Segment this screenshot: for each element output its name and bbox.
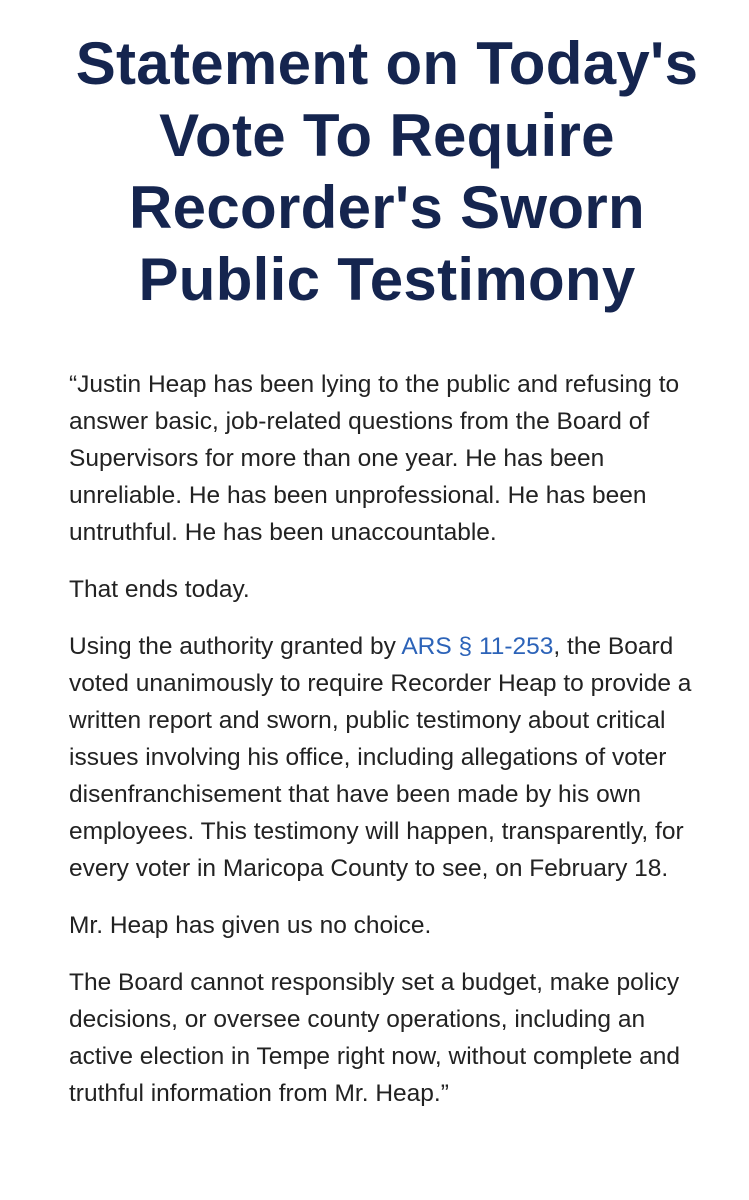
title-line-2: Vote To Require <box>159 102 615 169</box>
page-title <box>47 0 727 316</box>
paragraph-no-choice: Mr. Heap has given us no choice. <box>69 912 432 939</box>
authority-text-before: Using the authority granted by <box>69 633 402 660</box>
title-line-4: Public Testimony <box>138 246 636 313</box>
title-line-1: Statement on Today's <box>75 30 699 97</box>
paragraph-budget: The Board cannot responsibly set a budget, make policy decisions, or oversee county operations, including an active election in Tempe right now, without complete and truthful information from Mr. Heap.” <box>69 969 681 1107</box>
authority-text-after: , the Board voted unanimously to require Recorder Heap to provide a written report and sworn, public testimony about critical issues involving his office, including allegations of voter disenfranchisement that have been made by his own employees. This testimony will happen, transparently, for every voter in Maricopa County to see, on February 18. <box>69 633 692 882</box>
ars-statute-link[interactable]: ARS § 11-253 <box>401 633 554 660</box>
statement-body <box>69 366 705 1112</box>
paragraph-quote-opening: “Justin Heap has been lying to the public and refusing to answer basic, job-related questions from the Board of Supervisors for more than one year. He has been unreliable. He has been unprofessional. He has been untruthful. He has been unaccountable. <box>69 371 680 546</box>
title-line-3: Recorder's Sworn <box>129 174 645 241</box>
paragraph-that-ends-today: That ends today. <box>69 576 250 603</box>
paragraph-authority <box>69 628 705 887</box>
